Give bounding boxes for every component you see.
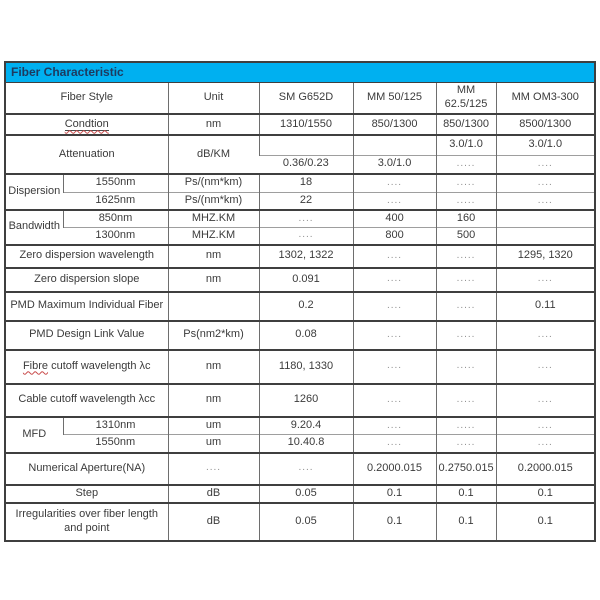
table-cell: 0.1 bbox=[353, 503, 436, 540]
table-cell: nm bbox=[168, 268, 259, 292]
table-cell: MHZ.KM bbox=[168, 210, 259, 227]
text-part: Cable cutoff wavelength bbox=[18, 393, 139, 406]
table-cell: 850nm bbox=[63, 210, 168, 227]
table-cell: ..... bbox=[436, 384, 496, 417]
table-cell: .... bbox=[496, 435, 594, 453]
table-cell bbox=[496, 227, 594, 244]
table-cell: nm bbox=[168, 114, 259, 135]
table-cell: Ps/(nm*km) bbox=[168, 174, 259, 192]
table-cell: nm bbox=[168, 245, 259, 268]
table-cell: .... bbox=[496, 417, 594, 435]
table-cell: .... bbox=[496, 268, 594, 292]
table-cell: 0.1 bbox=[353, 485, 436, 503]
table-title: Fiber Characteristic bbox=[11, 65, 124, 79]
table-cell: 0.1 bbox=[496, 503, 594, 540]
table-cell: 1625nm bbox=[63, 192, 168, 210]
table-row bbox=[6, 192, 594, 210]
table-cell: ..... bbox=[436, 417, 496, 435]
text-part: Condtion bbox=[64, 117, 109, 130]
table-cell: .... bbox=[353, 192, 436, 210]
column-header-cell: MM OM3-300 bbox=[496, 83, 594, 114]
table-cell: 0.2000.015 bbox=[496, 453, 594, 485]
table-cell: .... bbox=[353, 417, 436, 435]
text-part: Fibre bbox=[22, 359, 49, 372]
table-cell: .... bbox=[353, 321, 436, 350]
table-row bbox=[6, 292, 594, 321]
table-row bbox=[6, 227, 594, 244]
table-row bbox=[6, 503, 594, 540]
table-cell: ..... bbox=[436, 245, 496, 268]
table-cell: ..... bbox=[436, 192, 496, 210]
table-row bbox=[6, 350, 594, 384]
table-cell bbox=[259, 135, 353, 155]
table-cell: nm bbox=[168, 384, 259, 417]
table-cell: .... bbox=[259, 210, 353, 227]
table-cell: 9.20.4 bbox=[259, 417, 353, 435]
table-cell: Step bbox=[6, 485, 168, 503]
table-cell: dB bbox=[168, 503, 259, 540]
table-row bbox=[6, 485, 594, 503]
table-cell: .... bbox=[259, 227, 353, 244]
table-cell: 1180, 1330 bbox=[259, 350, 353, 384]
table-cell: um bbox=[168, 417, 259, 435]
table-row bbox=[6, 417, 594, 435]
table-cell: 850/1300 bbox=[436, 114, 496, 135]
table-cell: .... bbox=[496, 174, 594, 192]
table-cell: nm bbox=[168, 350, 259, 384]
table-cell: 18 bbox=[259, 174, 353, 192]
table-cell: .... bbox=[496, 155, 594, 174]
table-cell: 0.1 bbox=[496, 485, 594, 503]
table-cell: 3.0/1.0 bbox=[496, 135, 594, 155]
table-cell: 160 bbox=[436, 210, 496, 227]
table-cell: .... bbox=[259, 453, 353, 485]
table-cell: 0.091 bbox=[259, 268, 353, 292]
table-cell: ..... bbox=[436, 268, 496, 292]
table-cell bbox=[168, 292, 259, 321]
table-cell bbox=[6, 384, 168, 417]
table-cell: dB/KM bbox=[168, 135, 259, 174]
table-cell: .... bbox=[496, 192, 594, 210]
table-cell: .... bbox=[353, 384, 436, 417]
table-cell: Ps/(nm*km) bbox=[168, 192, 259, 210]
table-cell: 0.11 bbox=[496, 292, 594, 321]
table-cell: .... bbox=[496, 350, 594, 384]
fiber-characteristics-table bbox=[6, 83, 594, 540]
table-cell: 1550nm bbox=[63, 435, 168, 453]
table-cell: 0.2 bbox=[259, 292, 353, 321]
table-cell: 8500/1300 bbox=[496, 114, 594, 135]
table-cell bbox=[6, 114, 168, 135]
table-title-band bbox=[6, 63, 594, 83]
table-cell: 0.05 bbox=[259, 485, 353, 503]
table-cell: 1295, 1320 bbox=[496, 245, 594, 268]
text-part: λc bbox=[139, 359, 151, 372]
table-cell: 0.36/0.23 bbox=[259, 155, 353, 174]
text-part: cutoff wavelength bbox=[48, 359, 140, 372]
table-cell: 0.1 bbox=[436, 485, 496, 503]
table-cell: 850/1300 bbox=[353, 114, 436, 135]
table-row bbox=[6, 210, 594, 227]
table-cell: 0.05 bbox=[259, 503, 353, 540]
table-cell bbox=[6, 350, 168, 384]
table-cell: .... bbox=[353, 292, 436, 321]
table-cell bbox=[353, 135, 436, 155]
table-cell: 0.2750.015 bbox=[436, 453, 496, 485]
table-cell: Numerical Aperture(NA) bbox=[6, 453, 168, 485]
table-cell: .... bbox=[496, 384, 594, 417]
table-row bbox=[6, 435, 594, 453]
table-row bbox=[6, 174, 594, 192]
table-cell: Ps(nm2*km) bbox=[168, 321, 259, 350]
table-cell: Dispersion bbox=[6, 174, 63, 210]
table-cell: 1310nm bbox=[63, 417, 168, 435]
table-cell: ..... bbox=[436, 350, 496, 384]
table-cell: 1302, 1322 bbox=[259, 245, 353, 268]
table-cell: .... bbox=[353, 350, 436, 384]
table-cell: 400 bbox=[353, 210, 436, 227]
fiber-characteristics-panel bbox=[4, 61, 596, 542]
table-cell: Zero dispersion wavelength bbox=[6, 245, 168, 268]
table-cell: 1310/1550 bbox=[259, 114, 353, 135]
table-cell: Bandwidth bbox=[6, 210, 63, 245]
table-cell: .... bbox=[353, 245, 436, 268]
table-cell: 0.2000.015 bbox=[353, 453, 436, 485]
table-cell: .... bbox=[353, 435, 436, 453]
table-cell: 1300nm bbox=[63, 227, 168, 244]
table-cell: 0.1 bbox=[436, 503, 496, 540]
table-cell: PMD Design Link Value bbox=[6, 321, 168, 350]
table-cell: 800 bbox=[353, 227, 436, 244]
table-cell: Zero dispersion slope bbox=[6, 268, 168, 292]
table-cell: MFD bbox=[6, 417, 63, 453]
table-row bbox=[6, 453, 594, 485]
table-row bbox=[6, 245, 594, 268]
table-row bbox=[6, 321, 594, 350]
table-row bbox=[6, 268, 594, 292]
table-cell: MHZ.KM bbox=[168, 227, 259, 244]
table-cell: .... bbox=[353, 268, 436, 292]
table-cell: 3.0/1.0 bbox=[436, 135, 496, 155]
table-cell: 22 bbox=[259, 192, 353, 210]
column-header-cell: MM 50/125 bbox=[353, 83, 436, 114]
table-cell: 1550nm bbox=[63, 174, 168, 192]
column-header-cell: Unit bbox=[168, 83, 259, 114]
table-cell bbox=[496, 210, 594, 227]
table-cell: .... bbox=[168, 453, 259, 485]
table-cell: 1260 bbox=[259, 384, 353, 417]
table-cell: 500 bbox=[436, 227, 496, 244]
table-cell: ..... bbox=[436, 292, 496, 321]
table-cell: ..... bbox=[436, 155, 496, 174]
table-cell: 3.0/1.0 bbox=[353, 155, 436, 174]
table-cell: Irregularities over fiber length and point bbox=[6, 503, 168, 540]
text-part: λcc bbox=[138, 393, 156, 406]
table-row bbox=[6, 384, 594, 417]
header-row bbox=[6, 83, 594, 114]
column-header-cell: SM G652D bbox=[259, 83, 353, 114]
table-cell: 0.08 bbox=[259, 321, 353, 350]
column-header-cell: Fiber Style bbox=[60, 91, 114, 104]
table-cell: dB bbox=[168, 485, 259, 503]
table-cell: .... bbox=[353, 174, 436, 192]
table-cell: 10.40.8 bbox=[259, 435, 353, 453]
table-cell: .... bbox=[496, 321, 594, 350]
table-cell: Attenuation bbox=[6, 135, 168, 174]
column-header-cell: MM 62.5/125 bbox=[436, 83, 496, 114]
table-cell: um bbox=[168, 435, 259, 453]
table-row bbox=[6, 135, 594, 155]
table-cell: ..... bbox=[436, 321, 496, 350]
table-cell: ..... bbox=[436, 174, 496, 192]
table-cell: ..... bbox=[436, 435, 496, 453]
table-row bbox=[6, 114, 594, 135]
table-cell: PMD Maximum Individual Fiber bbox=[6, 292, 168, 321]
